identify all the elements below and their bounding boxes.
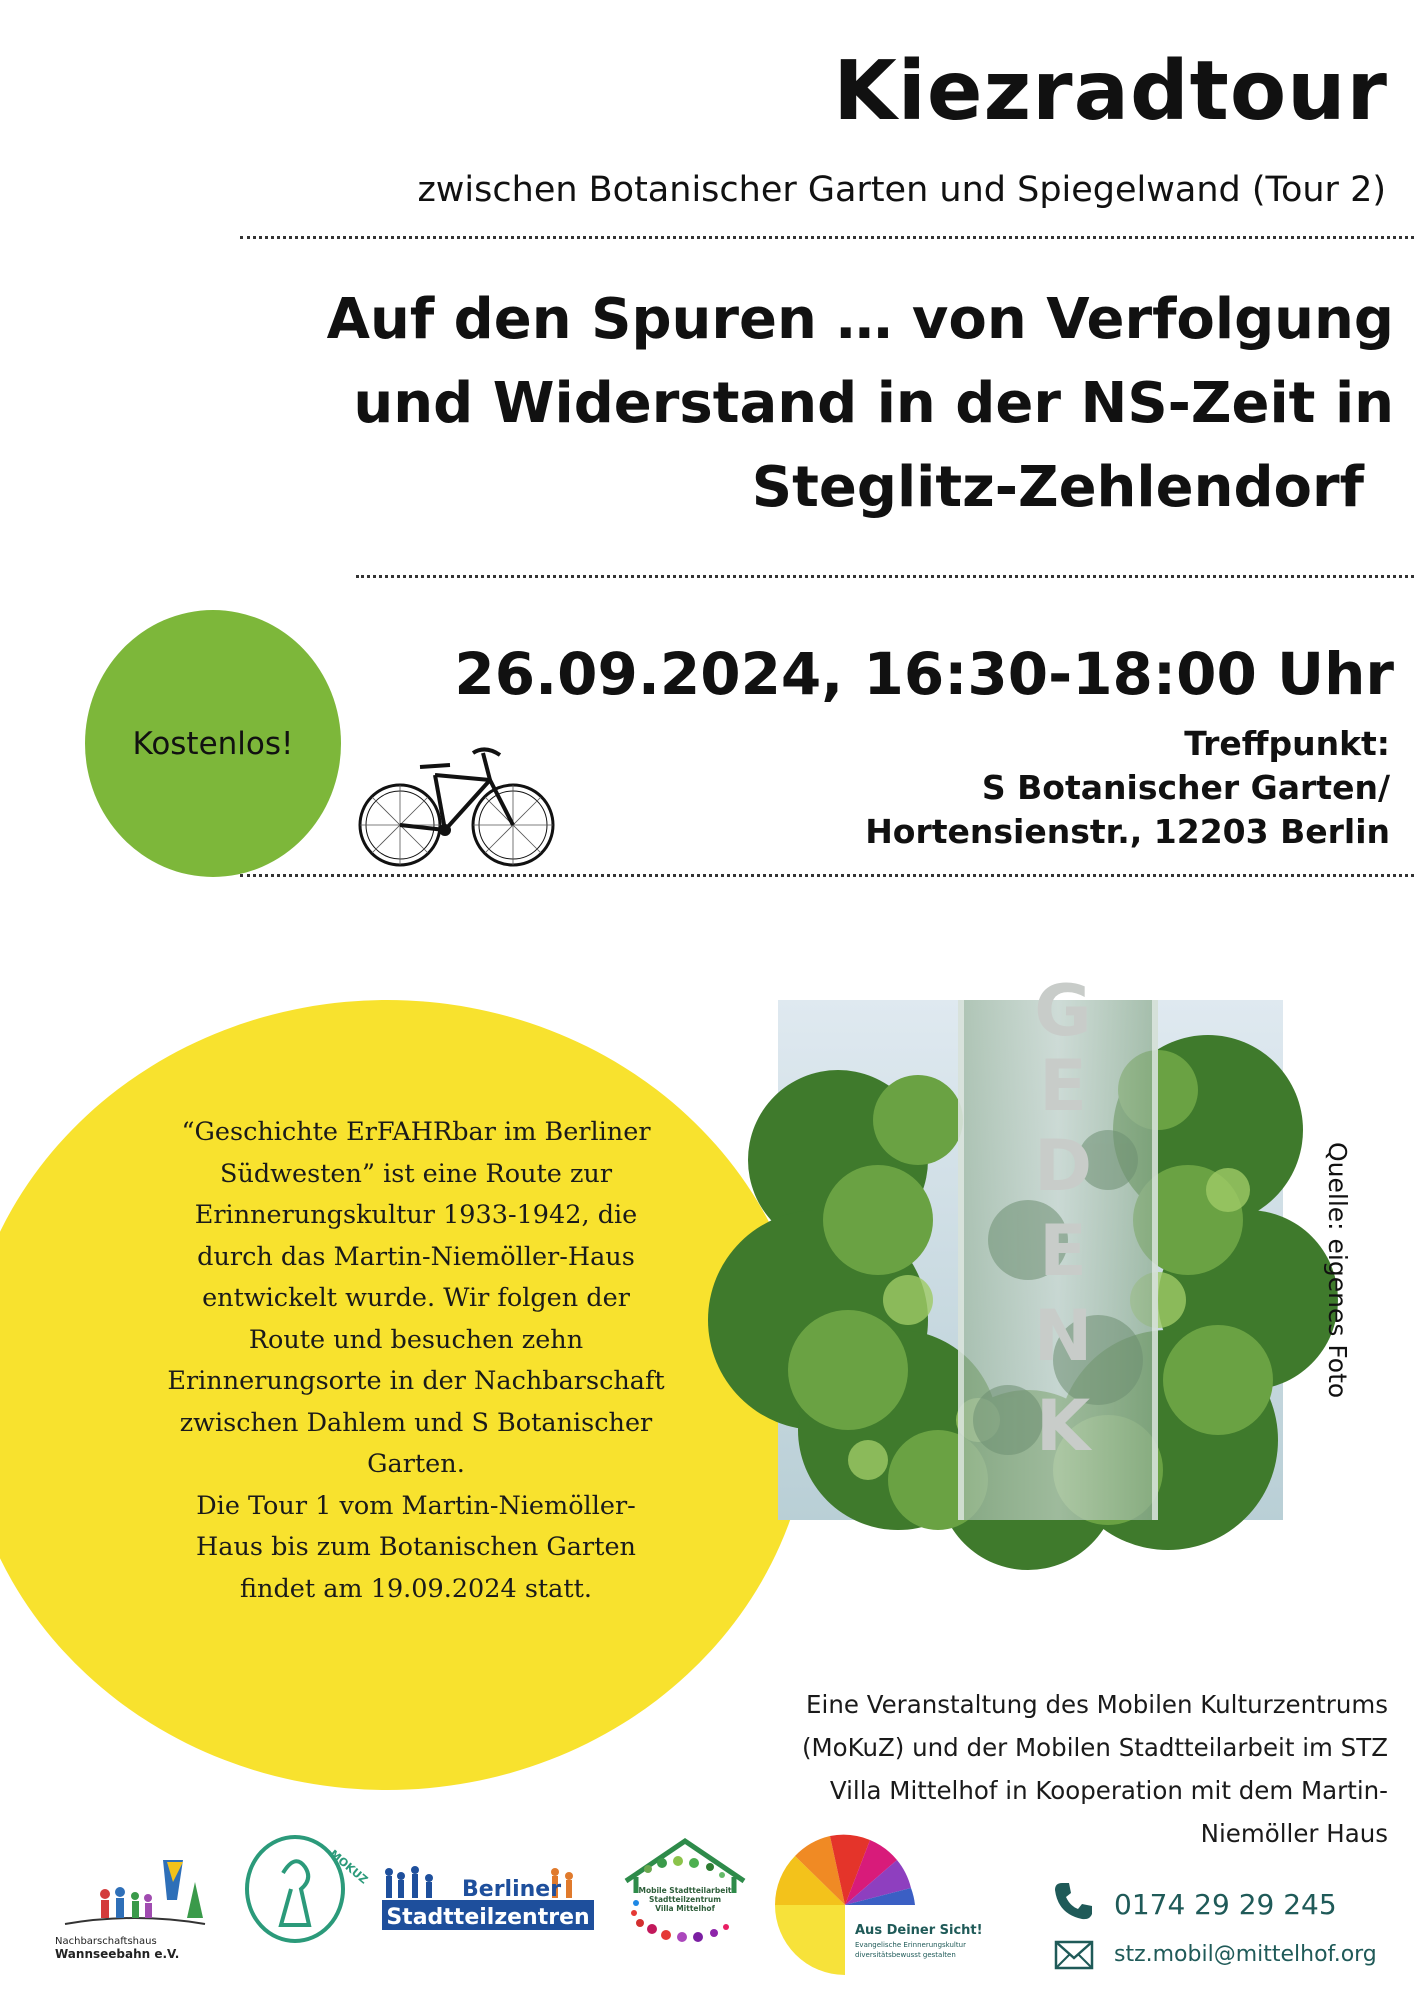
logo-wannseebahn bbox=[55, 1852, 215, 1962]
organizer-line: Niemöller Haus bbox=[1200, 1819, 1388, 1848]
description-line: Südwesten” ist eine Route zur bbox=[219, 1158, 613, 1189]
logo-villa-mittelhof bbox=[618, 1833, 752, 1973]
aus-deiner-sicht-logo-icon bbox=[775, 1830, 1035, 1980]
memorial-photo-image bbox=[778, 970, 1283, 1520]
description-line: zwischen Dahlem und S Botanischer bbox=[179, 1407, 653, 1438]
memorial-letter: N bbox=[1033, 1295, 1093, 1377]
mail-icon bbox=[1054, 1940, 1094, 1970]
mittelhof-label-3: Villa Mittelhof bbox=[655, 1904, 715, 1913]
email-address[interactable]: stz.mobil@mittelhof.org bbox=[1114, 1942, 1377, 1967]
free-badge-label: Kostenlos! bbox=[132, 725, 294, 762]
description-line: Garten. bbox=[367, 1449, 465, 1479]
aus-deiner-sicht-label-3: diversitätsbewusst gestalten bbox=[855, 1951, 956, 1959]
logo-berliner-stadtteilzentren bbox=[382, 1862, 594, 1942]
villa-mittelhof-logo-icon bbox=[618, 1833, 752, 1973]
bicycle-icon bbox=[355, 745, 555, 875]
memorial-letter: G bbox=[1034, 970, 1092, 1052]
divider-middle bbox=[356, 575, 1414, 578]
aus-deiner-sicht-label-2: Evangelische Erinnerungskultur bbox=[855, 1941, 966, 1949]
description-text bbox=[116, 1112, 716, 1610]
description-line: durch das Martin-Niemöller-Haus bbox=[197, 1241, 635, 1272]
divider-top bbox=[240, 236, 1414, 239]
description-line: Die Tour 1 vom Martin-Niemöller- bbox=[196, 1490, 636, 1521]
memorial-letter: K bbox=[1035, 1385, 1091, 1467]
description-line: findet am 19.09.2024 statt. bbox=[240, 1573, 592, 1604]
wannseebahn-logo-icon bbox=[55, 1852, 215, 1932]
logo-aus-deiner-sicht bbox=[775, 1830, 1035, 1980]
logo-mokuz bbox=[243, 1833, 371, 1945]
mokuz-logo-icon bbox=[243, 1833, 371, 1945]
divider-bottom bbox=[240, 874, 1414, 877]
wannseebahn-label-1: Nachbarschaftshaus bbox=[55, 1936, 157, 1947]
aus-deiner-sicht-label-1: Aus Deiner Sicht! bbox=[855, 1923, 983, 1938]
mittelhof-label-1: Mobile Stadtteilarbeit bbox=[638, 1886, 732, 1895]
meeting-point-line-2: Hortensienstr., 12203 Berlin bbox=[865, 812, 1390, 851]
memorial-photo bbox=[778, 970, 1283, 1520]
meeting-point bbox=[865, 722, 1390, 854]
event-datetime: 26.09.2024, 16:30-18:00 Uhr bbox=[454, 640, 1394, 708]
meeting-point-label: Treffpunkt: bbox=[1184, 724, 1390, 763]
description-line: Erinnerungskultur 1933-1942, die bbox=[194, 1200, 638, 1230]
organizer-line: Villa Mittelhof in Kooperation mit dem Martin- bbox=[829, 1776, 1388, 1805]
organizer-line: Eine Veranstaltung des Mobilen Kulturzentrums bbox=[806, 1690, 1388, 1719]
headline-line-1: Auf den Spuren … von Verfolgung bbox=[326, 287, 1394, 352]
description-line: Erinnerungsorte in der Nachbarschaft bbox=[167, 1366, 665, 1396]
mittelhof-label-2: Stadtteilzentrum bbox=[648, 1895, 722, 1904]
organizer-line: (MoKuZ) und der Mobilen Stadtteilarbeit im STZ bbox=[801, 1733, 1388, 1762]
memorial-letter: E bbox=[1039, 1210, 1087, 1292]
meeting-point-line-1: S Botanischer Garten/ bbox=[981, 768, 1390, 807]
description-line: “Geschichte ErFAHRbar im Berliner bbox=[181, 1117, 651, 1147]
description-line: entwickelt wurde. Wir folgen der bbox=[202, 1283, 630, 1313]
page-title: Kiezradtour bbox=[833, 44, 1388, 139]
memorial-letter: E bbox=[1039, 1045, 1087, 1127]
photo-source: Quelle: eigenes Foto bbox=[1323, 1142, 1352, 1399]
description-line: Route und besuchen zehn bbox=[248, 1324, 584, 1355]
free-badge bbox=[85, 610, 341, 877]
berliner-label: Berliner bbox=[462, 1877, 562, 1902]
memorial-letter: D bbox=[1033, 1125, 1093, 1207]
headline-line-3: Steglitz-Zehlendorf bbox=[751, 455, 1364, 520]
stadtteilzentren-label: Stadtteilzentren bbox=[386, 1905, 590, 1930]
page-subtitle: zwischen Botanischer Garten und Spiegelwand (Tour 2) bbox=[417, 170, 1386, 210]
phone-number[interactable]: 0174 29 29 245 bbox=[1114, 1888, 1337, 1921]
description-line: Haus bis zum Botanischen Garten bbox=[196, 1532, 636, 1562]
headline bbox=[34, 278, 1394, 530]
berliner-stadtteilzentren-logo-icon bbox=[382, 1862, 594, 1942]
wannseebahn-label-2: Wannseebahn e.V. bbox=[55, 1947, 180, 1961]
headline-line-2: und Widerstand in der NS-Zeit in bbox=[353, 371, 1394, 436]
mokuz-label: MOKUZ bbox=[327, 1847, 371, 1887]
phone-icon bbox=[1052, 1880, 1094, 1922]
